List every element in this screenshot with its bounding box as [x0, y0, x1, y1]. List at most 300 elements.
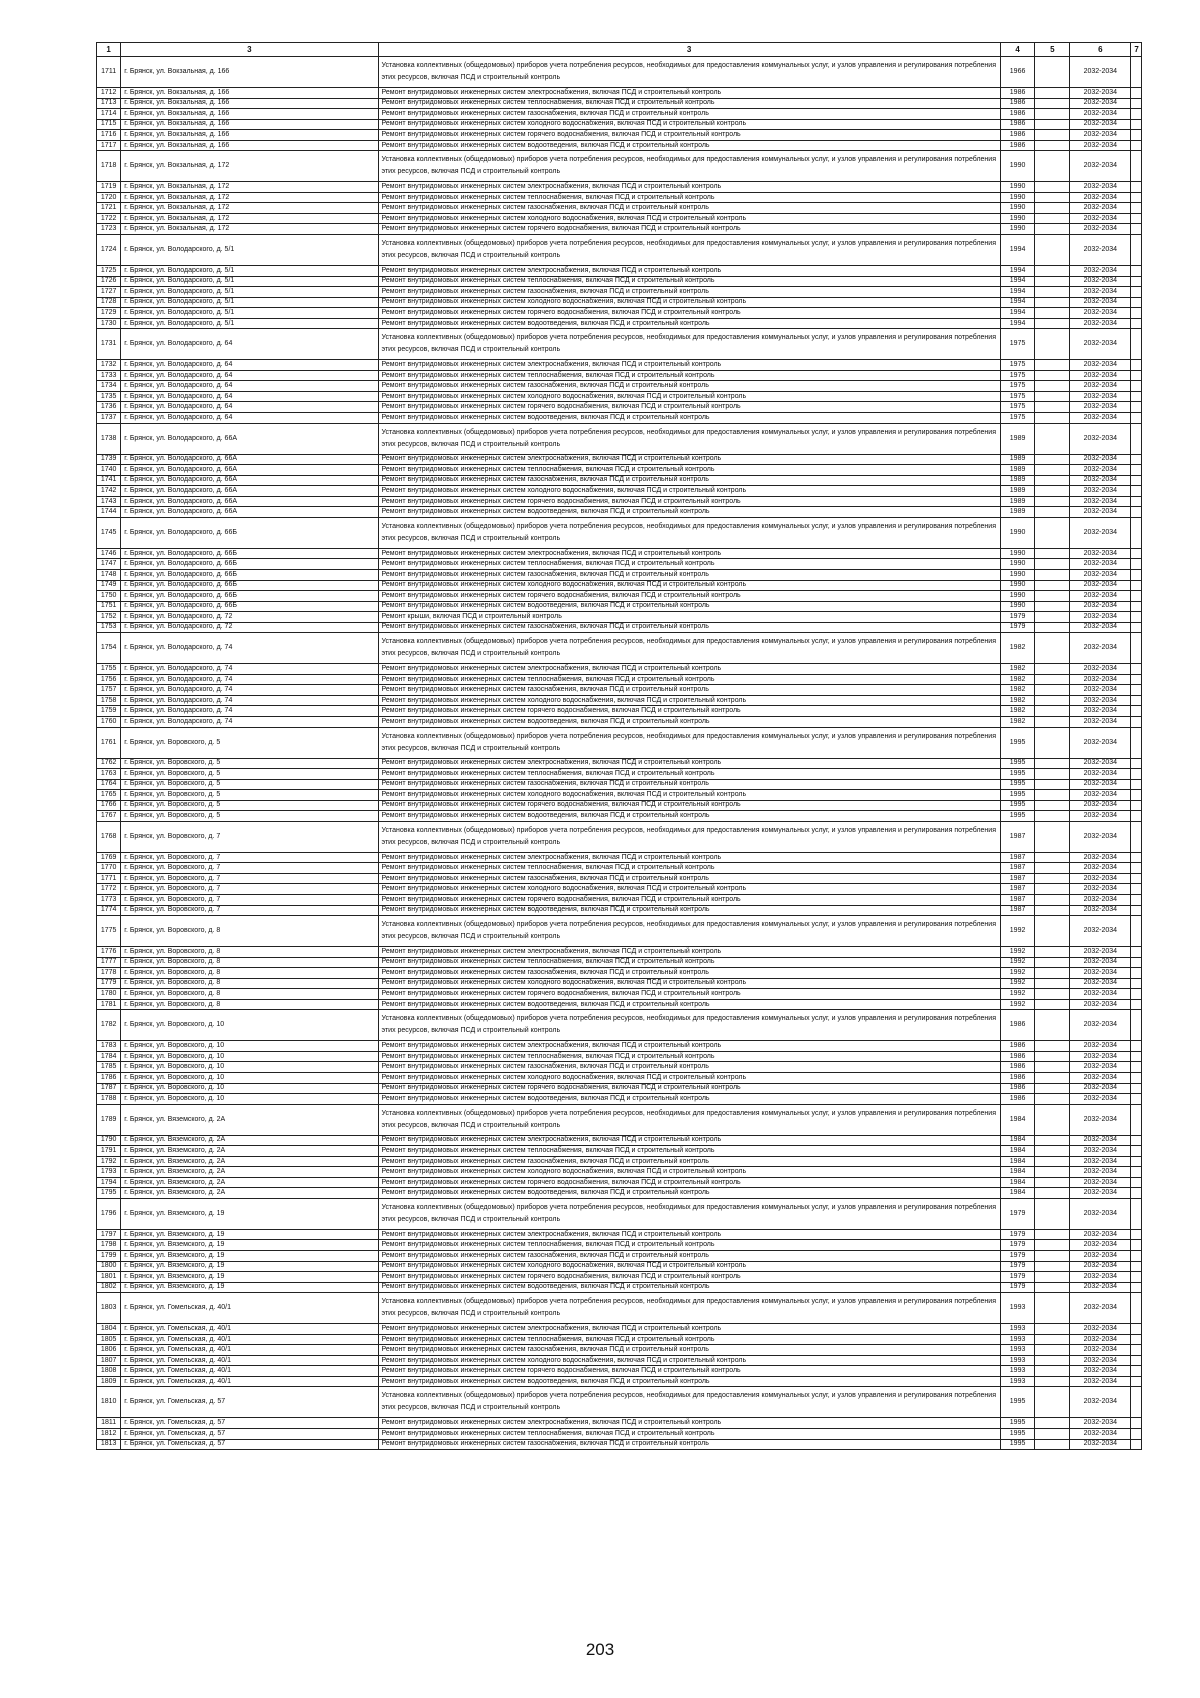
row-col5	[1035, 1135, 1070, 1146]
row-address: г. Брянск, ул. Воровского, д. 8	[121, 999, 378, 1010]
table-row	[97, 1135, 1142, 1146]
row-address: г. Брянск, ул. Вяземского, д. 2А	[121, 1177, 378, 1188]
table-row	[97, 821, 1142, 852]
row-work: Ремонт внутридомовых инженерных систем электроснабжения, включая ПСД и строительный контроль	[378, 1229, 1000, 1240]
row-col7	[1131, 685, 1142, 696]
row-col5	[1035, 192, 1070, 203]
row-col5	[1035, 769, 1070, 780]
row-col7	[1131, 863, 1142, 874]
row-col7	[1131, 119, 1142, 130]
row-number: 1761	[97, 727, 121, 758]
row-period: 2032-2034	[1070, 989, 1131, 1000]
row-year: 1990	[1000, 569, 1035, 580]
row-year: 1994	[1000, 287, 1035, 298]
row-number: 1741	[97, 475, 121, 486]
row-year: 1979	[1000, 1282, 1035, 1293]
row-work: Установка коллективных (общедомовых) приборов учета потребления ресурсов, необходимых для предоставления коммунальных услуг, и узлов управления и регулирования потребления этих ресурсов, включая ПСД и строительный контроль	[378, 1010, 1000, 1041]
row-col5	[1035, 1010, 1070, 1041]
table-row	[97, 633, 1142, 664]
row-col7	[1131, 391, 1142, 402]
row-address: г. Брянск, ул. Воровского, д. 10	[121, 1051, 378, 1062]
row-col5	[1035, 517, 1070, 548]
row-year: 1993	[1000, 1366, 1035, 1377]
row-col7	[1131, 1366, 1142, 1377]
row-col5	[1035, 57, 1070, 88]
row-year: 1995	[1000, 790, 1035, 801]
table-row	[97, 790, 1142, 801]
row-address: г. Брянск, ул. Володарского, д. 66Б	[121, 517, 378, 548]
row-year: 1989	[1000, 486, 1035, 497]
row-number: 1723	[97, 224, 121, 235]
row-address: г. Брянск, ул. Вяземского, д. 2А	[121, 1188, 378, 1199]
row-period: 2032-2034	[1070, 674, 1131, 685]
row-col5	[1035, 402, 1070, 413]
row-address: г. Брянск, ул. Володарского, д. 74	[121, 716, 378, 727]
row-col7	[1131, 1177, 1142, 1188]
row-work: Установка коллективных (общедомовых) приборов учета потребления ресурсов, необходимых для предоставления коммунальных услуг, и узлов управления и регулирования потребления этих ресурсов, включая ПСД и строительный контроль	[378, 57, 1000, 88]
row-work: Ремонт внутридомовых инженерных систем теплоснабжения, включая ПСД и строительный контроль	[378, 465, 1000, 476]
table-row	[97, 318, 1142, 329]
row-period: 2032-2034	[1070, 769, 1131, 780]
row-col7	[1131, 1229, 1142, 1240]
row-col7	[1131, 591, 1142, 602]
row-period: 2032-2034	[1070, 88, 1131, 99]
table-row	[97, 989, 1142, 1000]
row-number: 1750	[97, 591, 121, 602]
row-year: 1995	[1000, 811, 1035, 822]
row-work: Установка коллективных (общедомовых) приборов учета потребления ресурсов, необходимых для предоставления коммунальных услуг, и узлов управления и регулирования потребления этих ресурсов, включая ПСД и строительный контроль	[378, 423, 1000, 454]
table-row	[97, 235, 1142, 266]
table-row	[97, 1177, 1142, 1188]
row-col7	[1131, 601, 1142, 612]
row-col7	[1131, 266, 1142, 277]
row-work: Установка коллективных (общедомовых) приборов учета потребления ресурсов, необходимых для предоставления коммунальных услуг, и узлов управления и регулирования потребления этих ресурсов, включая ПСД и строительный контроль	[378, 1198, 1000, 1229]
row-year: 1986	[1000, 1062, 1035, 1073]
col-header-5: 5	[1035, 43, 1070, 57]
row-col5	[1035, 413, 1070, 424]
table-row	[97, 381, 1142, 392]
row-year: 1993	[1000, 1293, 1035, 1324]
row-col5	[1035, 569, 1070, 580]
row-col5	[1035, 1041, 1070, 1052]
row-period: 2032-2034	[1070, 863, 1131, 874]
row-work: Ремонт внутридомовых инженерных систем электроснабжения, включая ПСД и строительный контроль	[378, 1041, 1000, 1052]
table-row	[97, 852, 1142, 863]
row-year: 1990	[1000, 591, 1035, 602]
row-number: 1739	[97, 454, 121, 465]
row-period: 2032-2034	[1070, 454, 1131, 465]
row-address: г. Брянск, ул. Вокзальная, д. 166	[121, 119, 378, 130]
row-address: г. Брянск, ул. Воровского, д. 5	[121, 811, 378, 822]
row-col7	[1131, 1293, 1142, 1324]
row-number: 1754	[97, 633, 121, 664]
row-year: 1995	[1000, 1439, 1035, 1450]
row-year: 1975	[1000, 413, 1035, 424]
row-address: г. Брянск, ул. Воровского, д. 7	[121, 821, 378, 852]
row-col5	[1035, 674, 1070, 685]
row-col5	[1035, 203, 1070, 214]
row-period: 2032-2034	[1070, 758, 1131, 769]
row-col7	[1131, 821, 1142, 852]
row-address: г. Брянск, ул. Володарского, д. 64	[121, 413, 378, 424]
table-row	[97, 758, 1142, 769]
row-work: Установка коллективных (общедомовых) приборов учета потребления ресурсов, необходимых для предоставления коммунальных услуг, и узлов управления и регулирования потребления этих ресурсов, включая ПСД и строительный контроль	[378, 235, 1000, 266]
table-row	[97, 1345, 1142, 1356]
row-number: 1803	[97, 1293, 121, 1324]
row-col7	[1131, 1188, 1142, 1199]
row-col7	[1131, 1272, 1142, 1283]
row-period: 2032-2034	[1070, 1376, 1131, 1387]
row-col5	[1035, 329, 1070, 360]
row-period: 2032-2034	[1070, 884, 1131, 895]
table-row	[97, 716, 1142, 727]
row-year: 1992	[1000, 957, 1035, 968]
row-work: Ремонт внутридомовых инженерных систем горячего водоснабжения, включая ПСД и строительный контроль	[378, 894, 1000, 905]
row-number: 1768	[97, 821, 121, 852]
table-row	[97, 1051, 1142, 1062]
table-row	[97, 1272, 1142, 1283]
row-work: Ремонт внутридомовых инженерных систем газоснабжения, включая ПСД и строительный контроль	[378, 287, 1000, 298]
row-address: г. Брянск, ул. Володарского, д. 74	[121, 685, 378, 696]
row-number: 1765	[97, 790, 121, 801]
row-address: г. Брянск, ул. Володарского, д. 5/1	[121, 235, 378, 266]
row-period: 2032-2034	[1070, 1429, 1131, 1440]
row-address: г. Брянск, ул. Воровского, д. 7	[121, 863, 378, 874]
row-col5	[1035, 968, 1070, 979]
row-col5	[1035, 109, 1070, 120]
row-year: 1984	[1000, 1177, 1035, 1188]
table-row	[97, 486, 1142, 497]
row-number: 1758	[97, 695, 121, 706]
row-col7	[1131, 1135, 1142, 1146]
table-row	[97, 1198, 1142, 1229]
row-number: 1753	[97, 622, 121, 633]
row-year: 1995	[1000, 779, 1035, 790]
row-col5	[1035, 370, 1070, 381]
row-period: 2032-2034	[1070, 203, 1131, 214]
row-work: Установка коллективных (общедомовых) приборов учета потребления ресурсов, необходимых для предоставления коммунальных услуг, и узлов управления и регулирования потребления этих ресурсов, включая ПСД и строительный контроль	[378, 633, 1000, 664]
row-col7	[1131, 1083, 1142, 1094]
row-period: 2032-2034	[1070, 1156, 1131, 1167]
row-period: 2032-2034	[1070, 999, 1131, 1010]
row-work: Ремонт внутридомовых инженерных систем теплоснабжения, включая ПСД и строительный контроль	[378, 559, 1000, 570]
row-col5	[1035, 391, 1070, 402]
row-period: 2032-2034	[1070, 119, 1131, 130]
row-year: 1990	[1000, 601, 1035, 612]
table-row	[97, 1439, 1142, 1450]
row-year: 1987	[1000, 905, 1035, 916]
row-period: 2032-2034	[1070, 391, 1131, 402]
row-col7	[1131, 423, 1142, 454]
row-col5	[1035, 119, 1070, 130]
row-work: Ремонт внутридомовых инженерных систем горячего водоснабжения, включая ПСД и строительный контроль	[378, 706, 1000, 717]
row-period: 2032-2034	[1070, 1439, 1131, 1450]
row-period: 2032-2034	[1070, 1135, 1131, 1146]
row-number: 1719	[97, 182, 121, 193]
row-year: 1979	[1000, 612, 1035, 623]
table-row	[97, 612, 1142, 623]
row-col7	[1131, 1051, 1142, 1062]
row-col5	[1035, 1083, 1070, 1094]
row-number: 1743	[97, 496, 121, 507]
table-row	[97, 674, 1142, 685]
table-row	[97, 947, 1142, 958]
row-col7	[1131, 884, 1142, 895]
row-work: Ремонт внутридомовых инженерных систем холодного водоснабжения, включая ПСД и строительный контроль	[378, 1073, 1000, 1084]
row-col7	[1131, 192, 1142, 203]
row-period: 2032-2034	[1070, 559, 1131, 570]
row-address: г. Брянск, ул. Володарского, д. 66А	[121, 465, 378, 476]
row-period: 2032-2034	[1070, 1324, 1131, 1335]
row-number: 1783	[97, 1041, 121, 1052]
table-row	[97, 360, 1142, 371]
row-year: 1982	[1000, 695, 1035, 706]
row-number: 1781	[97, 999, 121, 1010]
row-work: Ремонт внутридомовых инженерных систем газоснабжения, включая ПСД и строительный контроль	[378, 685, 1000, 696]
table-row	[97, 1251, 1142, 1262]
row-col7	[1131, 916, 1142, 947]
row-col7	[1131, 622, 1142, 633]
row-period: 2032-2034	[1070, 664, 1131, 675]
row-col5	[1035, 894, 1070, 905]
table-row	[97, 1073, 1142, 1084]
row-col5	[1035, 98, 1070, 109]
row-number: 1789	[97, 1104, 121, 1135]
row-col5	[1035, 276, 1070, 287]
row-period: 2032-2034	[1070, 1261, 1131, 1272]
row-col5	[1035, 1355, 1070, 1366]
row-address: г. Брянск, ул. Володарского, д. 64	[121, 402, 378, 413]
row-col7	[1131, 978, 1142, 989]
row-number: 1780	[97, 989, 121, 1000]
row-work: Ремонт внутридомовых инженерных систем водоотведения, включая ПСД и строительный контроль	[378, 811, 1000, 822]
row-col7	[1131, 1251, 1142, 1262]
row-work: Установка коллективных (общедомовых) приборов учета потребления ресурсов, необходимых для предоставления коммунальных услуг, и узлов управления и регулирования потребления этих ресурсов, включая ПСД и строительный контроль	[378, 329, 1000, 360]
row-address: г. Брянск, ул. Гомельская, д. 40/1	[121, 1355, 378, 1366]
row-address: г. Брянск, ул. Володарского, д. 64	[121, 381, 378, 392]
row-col7	[1131, 769, 1142, 780]
row-address: г. Брянск, ул. Вокзальная, д. 172	[121, 213, 378, 224]
row-work: Ремонт внутридомовых инженерных систем теплоснабжения, включая ПСД и строительный контроль	[378, 674, 1000, 685]
row-year: 1993	[1000, 1324, 1035, 1335]
row-period: 2032-2034	[1070, 381, 1131, 392]
row-number: 1735	[97, 391, 121, 402]
row-year: 1986	[1000, 140, 1035, 151]
row-number: 1725	[97, 266, 121, 277]
row-col5	[1035, 213, 1070, 224]
row-number: 1785	[97, 1062, 121, 1073]
table-row	[97, 905, 1142, 916]
row-number: 1788	[97, 1094, 121, 1105]
row-number: 1777	[97, 957, 121, 968]
row-year: 1979	[1000, 1251, 1035, 1262]
row-col7	[1131, 496, 1142, 507]
row-col7	[1131, 559, 1142, 570]
row-work: Ремонт внутридомовых инженерных систем водоотведения, включая ПСД и строительный контроль	[378, 1188, 1000, 1199]
table-row	[97, 413, 1142, 424]
row-year: 1989	[1000, 496, 1035, 507]
row-period: 2032-2034	[1070, 1334, 1131, 1345]
row-work: Ремонт внутридомовых инженерных систем электроснабжения, включая ПСД и строительный контроль	[378, 664, 1000, 675]
row-number: 1787	[97, 1083, 121, 1094]
row-work: Ремонт внутридомовых инженерных систем теплоснабжения, включая ПСД и строительный контроль	[378, 1240, 1000, 1251]
row-work: Ремонт внутридомовых инженерных систем теплоснабжения, включая ПСД и строительный контроль	[378, 1429, 1000, 1440]
table-row	[97, 1010, 1142, 1041]
row-year: 1984	[1000, 1146, 1035, 1157]
row-period: 2032-2034	[1070, 821, 1131, 852]
row-period: 2032-2034	[1070, 213, 1131, 224]
row-work: Ремонт внутридомовых инженерных систем теплоснабжения, включая ПСД и строительный контроль	[378, 1334, 1000, 1345]
row-period: 2032-2034	[1070, 894, 1131, 905]
row-address: г. Брянск, ул. Вокзальная, д. 172	[121, 203, 378, 214]
row-period: 2032-2034	[1070, 612, 1131, 623]
row-col5	[1035, 685, 1070, 696]
row-col5	[1035, 486, 1070, 497]
table-row	[97, 1355, 1142, 1366]
row-col7	[1131, 957, 1142, 968]
row-period: 2032-2034	[1070, 569, 1131, 580]
row-period: 2032-2034	[1070, 151, 1131, 182]
row-col5	[1035, 1251, 1070, 1262]
row-year: 1995	[1000, 1387, 1035, 1418]
row-year: 1994	[1000, 318, 1035, 329]
row-year: 1982	[1000, 633, 1035, 664]
col-header-3: 3	[378, 43, 1000, 57]
row-period: 2032-2034	[1070, 779, 1131, 790]
row-period: 2032-2034	[1070, 486, 1131, 497]
row-year: 1975	[1000, 370, 1035, 381]
row-address: г. Брянск, ул. Володарского, д. 74	[121, 674, 378, 685]
row-address: г. Брянск, ул. Вяземского, д. 19	[121, 1229, 378, 1240]
row-period: 2032-2034	[1070, 413, 1131, 424]
row-year: 1987	[1000, 873, 1035, 884]
table-row	[97, 423, 1142, 454]
table-row	[97, 999, 1142, 1010]
row-year: 1990	[1000, 203, 1035, 214]
row-year: 1994	[1000, 235, 1035, 266]
table-row	[97, 916, 1142, 947]
row-number: 1800	[97, 1261, 121, 1272]
row-year: 1989	[1000, 465, 1035, 476]
row-year: 1992	[1000, 999, 1035, 1010]
table-row	[97, 1282, 1142, 1293]
row-number: 1730	[97, 318, 121, 329]
row-work: Ремонт внутридомовых инженерных систем горячего водоснабжения, включая ПСД и строительный контроль	[378, 800, 1000, 811]
row-number: 1715	[97, 119, 121, 130]
row-number: 1734	[97, 381, 121, 392]
row-period: 2032-2034	[1070, 1041, 1131, 1052]
row-col7	[1131, 1198, 1142, 1229]
table-row	[97, 1293, 1142, 1324]
row-number: 1766	[97, 800, 121, 811]
row-period: 2032-2034	[1070, 308, 1131, 319]
row-work: Ремонт внутридомовых инженерных систем холодного водоснабжения, включая ПСД и строительный контроль	[378, 486, 1000, 497]
row-year: 1993	[1000, 1355, 1035, 1366]
row-work: Ремонт внутридомовых инженерных систем холодного водоснабжения, включая ПСД и строительный контроль	[378, 1261, 1000, 1272]
row-col5	[1035, 235, 1070, 266]
row-address: г. Брянск, ул. Воровского, д. 10	[121, 1010, 378, 1041]
row-number: 1791	[97, 1146, 121, 1157]
row-col7	[1131, 98, 1142, 109]
table-row	[97, 769, 1142, 780]
table-row	[97, 580, 1142, 591]
row-address: г. Брянск, ул. Володарского, д. 5/1	[121, 308, 378, 319]
table-row	[97, 151, 1142, 182]
row-address: г. Брянск, ул. Гомельская, д. 57	[121, 1418, 378, 1429]
row-number: 1724	[97, 235, 121, 266]
row-col5	[1035, 947, 1070, 958]
row-number: 1769	[97, 852, 121, 863]
table-row	[97, 727, 1142, 758]
row-number: 1756	[97, 674, 121, 685]
row-col7	[1131, 213, 1142, 224]
row-col5	[1035, 591, 1070, 602]
row-col5	[1035, 727, 1070, 758]
row-period: 2032-2034	[1070, 235, 1131, 266]
row-period: 2032-2034	[1070, 475, 1131, 486]
row-work: Установка коллективных (общедомовых) приборов учета потребления ресурсов, необходимых для предоставления коммунальных услуг, и узлов управления и регулирования потребления этих ресурсов, включая ПСД и строительный контроль	[378, 1104, 1000, 1135]
row-number: 1794	[97, 1177, 121, 1188]
row-work: Ремонт внутридомовых инженерных систем теплоснабжения, включая ПСД и строительный контроль	[378, 863, 1000, 874]
row-col7	[1131, 612, 1142, 623]
row-col5	[1035, 790, 1070, 801]
row-period: 2032-2034	[1070, 1366, 1131, 1377]
row-period: 2032-2034	[1070, 496, 1131, 507]
table-row	[97, 130, 1142, 141]
row-year: 1966	[1000, 57, 1035, 88]
row-number: 1784	[97, 1051, 121, 1062]
table-row	[97, 601, 1142, 612]
table-row	[97, 559, 1142, 570]
row-number: 1747	[97, 559, 121, 570]
row-col7	[1131, 1261, 1142, 1272]
row-col7	[1131, 968, 1142, 979]
row-period: 2032-2034	[1070, 905, 1131, 916]
row-period: 2032-2034	[1070, 548, 1131, 559]
row-year: 1986	[1000, 119, 1035, 130]
row-year: 1982	[1000, 716, 1035, 727]
table-row	[97, 1240, 1142, 1251]
row-address: г. Брянск, ул. Гомельская, д. 40/1	[121, 1376, 378, 1387]
table-row	[97, 109, 1142, 120]
row-address: г. Брянск, ул. Володарского, д. 5/1	[121, 297, 378, 308]
row-year: 1994	[1000, 297, 1035, 308]
row-col7	[1131, 852, 1142, 863]
row-work: Ремонт внутридомовых инженерных систем водоотведения, включая ПСД и строительный контроль	[378, 905, 1000, 916]
row-year: 1986	[1000, 1094, 1035, 1105]
row-period: 2032-2034	[1070, 591, 1131, 602]
row-year: 1986	[1000, 88, 1035, 99]
row-number: 1776	[97, 947, 121, 958]
row-address: г. Брянск, ул. Воровского, д. 10	[121, 1083, 378, 1094]
row-col5	[1035, 580, 1070, 591]
row-col5	[1035, 1387, 1070, 1418]
row-year: 1979	[1000, 1261, 1035, 1272]
row-period: 2032-2034	[1070, 1272, 1131, 1283]
row-address: г. Брянск, ул. Воровского, д. 8	[121, 978, 378, 989]
row-period: 2032-2034	[1070, 276, 1131, 287]
row-col5	[1035, 1177, 1070, 1188]
table-row	[97, 968, 1142, 979]
row-period: 2032-2034	[1070, 1051, 1131, 1062]
row-col5	[1035, 852, 1070, 863]
row-year: 1984	[1000, 1188, 1035, 1199]
row-work: Ремонт внутридомовых инженерных систем теплоснабжения, включая ПСД и строительный контроль	[378, 1146, 1000, 1157]
row-col7	[1131, 413, 1142, 424]
row-col5	[1035, 360, 1070, 371]
header-row	[97, 43, 1142, 57]
row-address: г. Брянск, ул. Вяземского, д. 19	[121, 1240, 378, 1251]
